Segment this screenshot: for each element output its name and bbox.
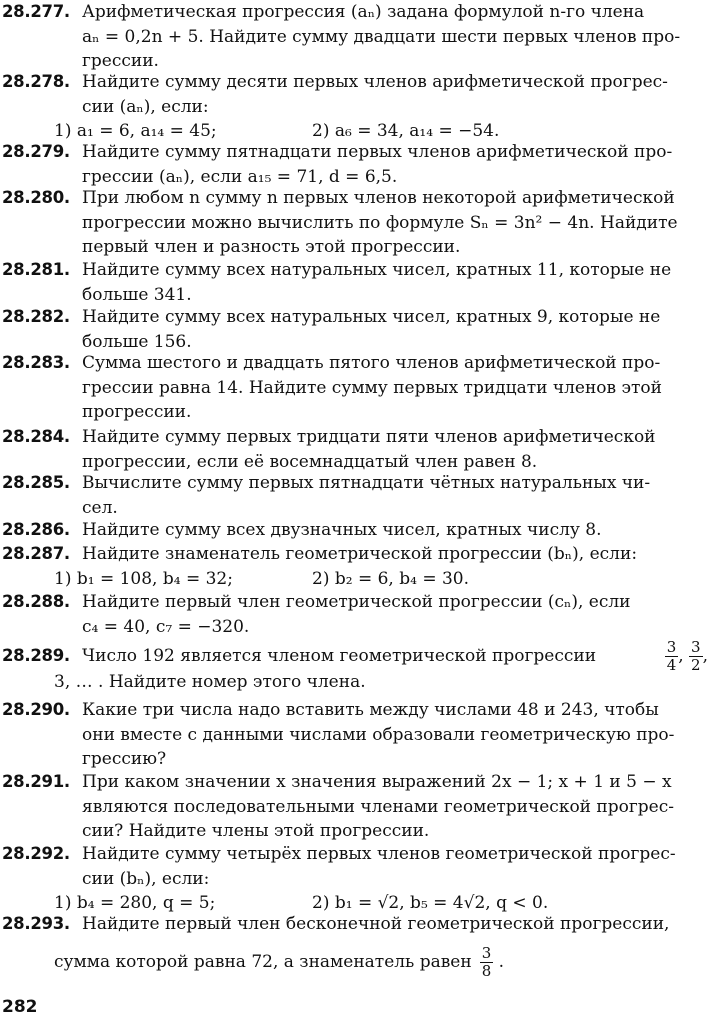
problem-line: c₄ = 40, c₇ = −320. [82,616,250,637]
problem-line: Найдите сумму всех натуральных чисел, кратных 9, которые не [82,307,661,327]
problem-28-285 [0,471,708,520]
problem-line: прогрессии. [82,402,192,422]
subitem-2: 2) b₂ = 6, b₄ = 30. [312,568,470,589]
problem-text: Число 192 является членом геометрической прогрессии [82,646,597,666]
problem-line: больше 341. [82,284,192,305]
problem-line: Найдите сумму всех двузначных чисел, кратных числу 8. [82,520,602,540]
problem-number: 28.287. [2,544,70,563]
problem-28-281 [0,258,708,307]
problem-number: 28.286. [2,520,70,539]
problem-number: 28.291. [2,772,70,791]
fraction-3-2: $\frac{3}{2}$ [691,637,701,674]
problem-28-280 [0,186,708,260]
problem-line: грессии. [82,51,159,71]
problem-line: Вычислите сумму первых пятнадцати чётных натуральных чи- [82,473,651,493]
subitem-1: 1) a₁ = 6, a₁₄ = 45; [54,121,217,141]
problem-line: Найдите сумму четырёх первых членов геометрической прогрес- [82,844,676,864]
problem-line: Число 192 является членом геометрической прогрессии $\frac{3}{4}$ , $\frac{3}{2}$ , [82,634,708,678]
problem-line: Найдите сумму десяти первых членов арифметической прогрес- [82,72,668,92]
problem-line: сел. [82,497,118,518]
problem-number: 28.284. [2,427,70,446]
problem-number: 28.290. [2,700,70,719]
problem-28-288 [0,590,708,639]
problem-28-283 [0,351,708,425]
problem-line: Найдите первый член бесконечной геометрической прогрессии, [82,914,670,934]
problem-28-292 [0,842,708,916]
problem-line: Найдите сумму первых тридцати пяти членов арифметической [82,427,656,447]
problem-line: сумма которой равна 72, а знаменатель равен [54,951,472,972]
subitem-2: 2) a₆ = 34, a₁₄ = −54. [312,121,500,141]
problem-number: 28.280. [2,188,70,207]
problem-line: 3, … . Найдите номер этого члена. [54,672,366,692]
problem-line: Найдите первый член геометрической прогрессии (cₙ), если [82,592,631,612]
problem-28-286 [0,518,708,543]
problem-line: больше 156. [82,331,192,352]
problem-line: Сумма шестого и двадцать пятого членов арифметической про- [82,353,661,373]
problem-number: 28.293. [2,914,70,933]
subitem-1: 1) b₄ = 280, q = 5; [54,893,216,913]
problem-28-291 [0,770,708,844]
problem-line: Какие три числа надо вставить между числами 48 и 243, чтобы [82,700,659,720]
problem-line: aₙ = 0,2n + 5. Найдите сумму двадцати шести первых членов про- [82,26,681,47]
problem-number: 28.281. [2,260,70,279]
problem-28-293: 28.293. Найдите первый член бесконечной геометрической прогрессии, сумма которой равна 72, а знаменатель равен $\frac{3}{8}$ . [0,912,708,980]
problem-line: сии (aₙ), если: [82,96,209,117]
fraction-3-8: $\frac{3}{8}$ [481,943,492,980]
problem-number: 28.285. [2,473,70,492]
problem-number: 28.279. [2,142,70,161]
problem-line: грессии (aₙ), если a₁₅ = 71, d = 6,5. [82,166,398,187]
problem-line: Арифметическая прогрессия (aₙ) задана формулой n-го члена [82,2,645,22]
problem-line: первый член и разность этой прогрессии. [82,237,461,257]
subitem-1: 1) b₁ = 108, b₄ = 32; [54,568,233,589]
problem-line: При каком значении x значения выражений 2x − 1; x + 1 и 5 − x [82,772,672,792]
problem-28-282 [0,305,708,354]
problem-line: Найдите сумму пятнадцати первых членов арифметической про- [82,142,673,162]
problem-number: 28.292. [2,844,70,863]
problem-line: При любом n сумму n первых членов некоторой арифметической [82,188,675,208]
problem-line: являются последовательными членами геометрической прогрес- [82,796,674,817]
problem-number: 28.289. [2,646,70,665]
problem-line: сии? Найдите члены этой прогрессии. [82,821,430,841]
problem-28-277 [0,0,708,74]
problem-number: 28.277. [2,2,70,21]
problem-line: прогрессии можно вычислить по формуле Sₙ = 3n² − 4n. Найдите [82,212,678,233]
problem-line: Найдите сумму всех натуральных чисел, кратных 11, которые не [82,260,672,280]
problem-number: 28.282. [2,307,70,326]
problem-line: грессии равна 14. Найдите сумму первых тридцати членов этой [82,377,662,398]
problem-line: прогрессии, если её восемнадцатый член равен 8. [82,451,538,472]
problem-number: 28.278. [2,72,70,91]
problem-28-284 [0,425,708,474]
page-number: 282 [2,997,38,1017]
fraction-3-4: $\frac{3}{4}$ [666,637,677,674]
problem-28-278 [0,70,708,144]
subitem-2: 2) b₁ = √2, b₅ = 4√2, q < 0. [312,893,549,913]
problem-28-287 [0,542,708,591]
problem-line: Найдите знаменатель геометрической прогрессии (bₙ), если: [82,544,638,564]
problem-28-290 [0,698,708,772]
problem-28-279 [0,140,708,189]
problem-line: грессию? [82,749,167,769]
problem-line: сии (bₙ), если: [82,868,210,889]
problem-28-289 [0,634,708,695]
problem-number: 28.283. [2,353,70,372]
problem-line: они вместе с данными числами образовали геометрическую про- [82,724,675,745]
problem-number: 28.288. [2,592,70,611]
